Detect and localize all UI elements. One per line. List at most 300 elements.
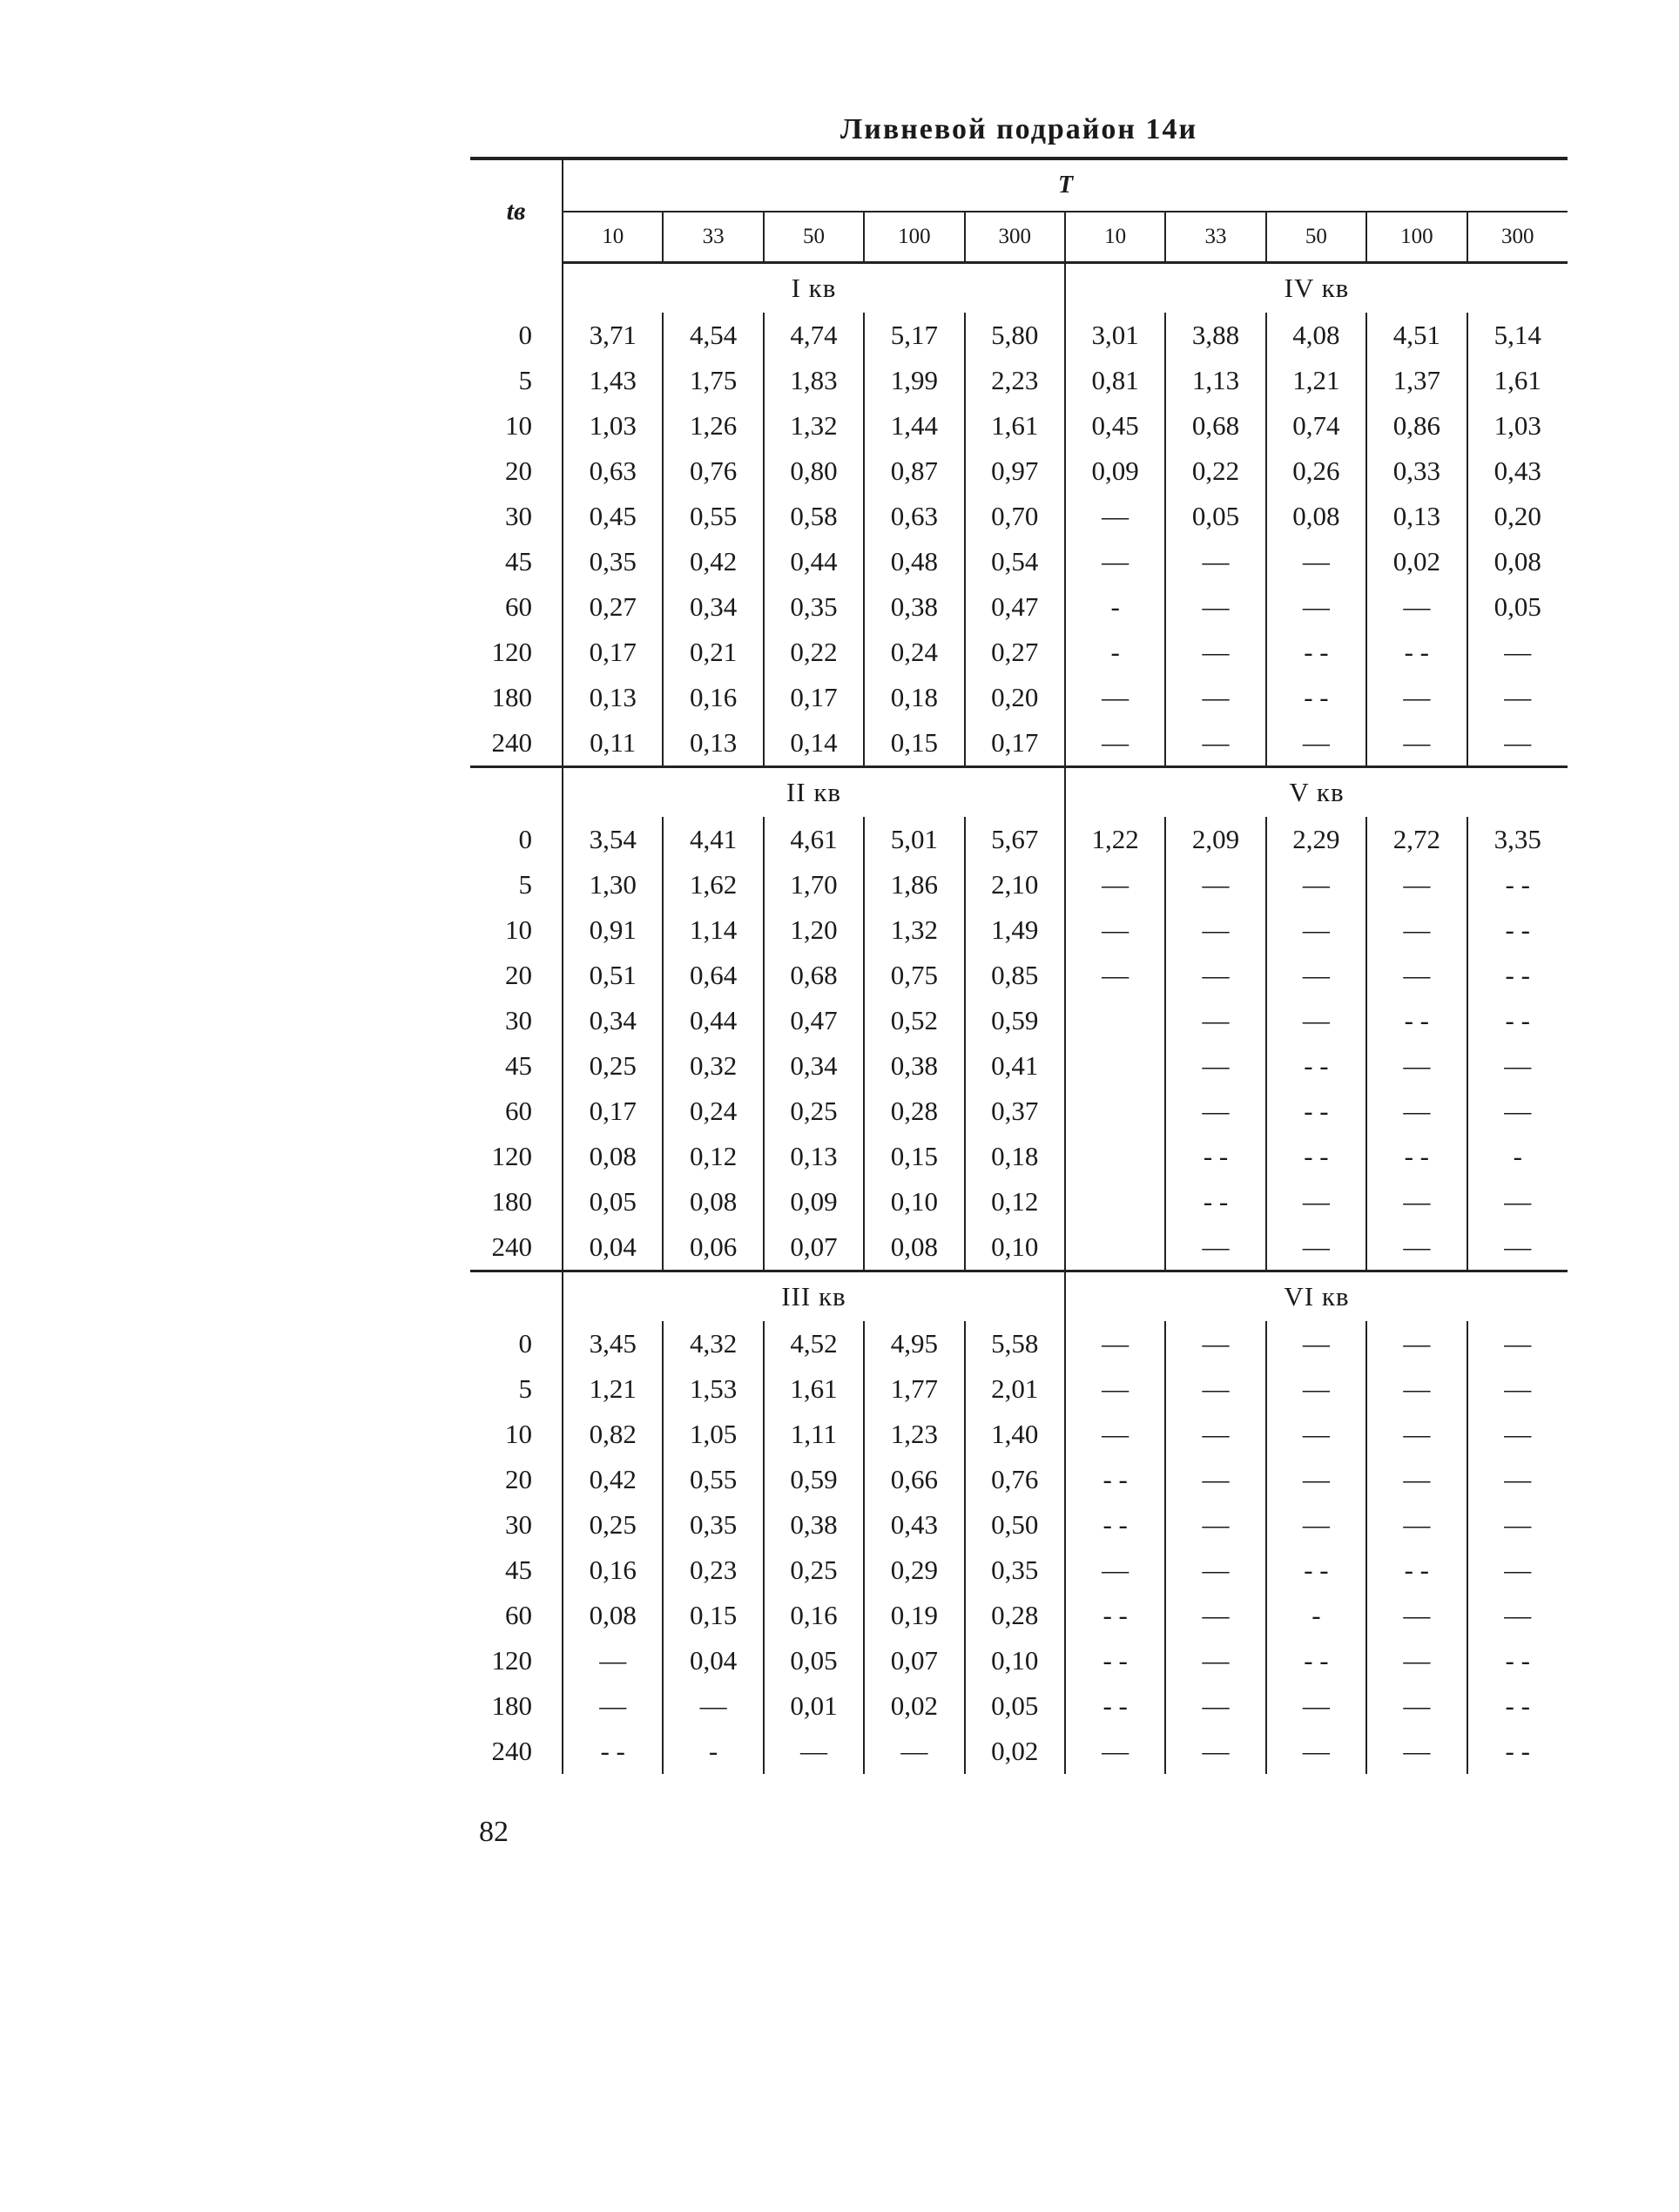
- table-row: [470, 720, 1568, 767]
- value-cell: 0,35: [563, 539, 663, 584]
- value-cell: 0,59: [764, 1457, 864, 1502]
- value-cell: 0,18: [965, 1134, 1065, 1179]
- value-cell: 1,37: [1366, 358, 1467, 403]
- value-cell: —: [1065, 1366, 1165, 1412]
- table-row: [470, 1593, 1568, 1638]
- value-cell: 0,16: [764, 1593, 864, 1638]
- value-cell: -: [1065, 630, 1165, 675]
- value-cell: 0,17: [764, 675, 864, 720]
- value-cell: —: [1366, 720, 1467, 767]
- value-cell: —: [1266, 1366, 1366, 1412]
- value-cell: 0,55: [663, 494, 763, 539]
- value-cell: 1,86: [864, 862, 964, 907]
- value-cell: —: [1065, 494, 1165, 539]
- value-cell: 0,10: [965, 1224, 1065, 1271]
- period-header-row: [470, 212, 1568, 263]
- value-cell: - -: [1505, 1005, 1530, 1035]
- value-cell: —: [1266, 1457, 1366, 1502]
- value-cell: 1,53: [663, 1366, 763, 1412]
- value-cell: 0,12: [663, 1134, 763, 1179]
- quarter-title-right: IV кв: [1065, 263, 1568, 314]
- value-cell: —: [663, 1683, 763, 1729]
- value-cell: —: [1165, 630, 1265, 675]
- value-cell: 0,41: [965, 1043, 1065, 1089]
- value-cell: 1,75: [663, 358, 763, 403]
- duration-cell: 120: [470, 1134, 563, 1179]
- value-cell: 0,38: [764, 1502, 864, 1548]
- value-cell: —: [1165, 584, 1265, 630]
- page-number: 82: [479, 1816, 509, 1848]
- value-cell: - -: [1065, 1683, 1165, 1729]
- value-cell: —: [1366, 862, 1467, 907]
- value-cell: 0,34: [563, 998, 663, 1043]
- value-cell: 1,83: [764, 358, 864, 403]
- value-cell: 0,34: [663, 584, 763, 630]
- quarter-title-left: I кв: [791, 273, 837, 303]
- value-cell: 5,58: [965, 1321, 1065, 1366]
- duration-cell: 30: [470, 494, 563, 539]
- value-cell: —: [1366, 584, 1467, 630]
- table-row: [470, 953, 1568, 998]
- value-cell: - -: [1366, 1548, 1467, 1593]
- value-cell: 1,49: [965, 907, 1065, 953]
- value-cell: —: [1266, 720, 1366, 767]
- value-cell: 0,47: [965, 584, 1065, 630]
- value-cell: —: [1504, 1464, 1532, 1494]
- value-cell: —: [1366, 1321, 1467, 1366]
- value-cell: 4,41: [663, 817, 763, 862]
- table-row: [470, 584, 1568, 630]
- period-header-cell: 33: [1165, 212, 1265, 263]
- value-cell: 1,44: [864, 403, 964, 448]
- value-cell: —: [1366, 1224, 1467, 1271]
- table-row: [470, 1089, 1568, 1134]
- value-cell: 0,25: [764, 1548, 864, 1593]
- table-row: [470, 907, 1568, 953]
- table-row: [470, 313, 1568, 358]
- value-cell: 1,61: [965, 403, 1065, 448]
- value-cell: —: [1266, 953, 1366, 998]
- table-row: [470, 1457, 1568, 1502]
- value-cell: 0,19: [864, 1593, 964, 1638]
- value-cell: 0,23: [663, 1548, 763, 1593]
- value-cell: —: [1165, 1683, 1265, 1729]
- value-cell: —: [1065, 907, 1165, 953]
- duration-cell: 120: [470, 1638, 563, 1683]
- value-cell: —: [1504, 1186, 1532, 1217]
- value-cell: 0,13: [1366, 494, 1467, 539]
- value-cell: 0,42: [663, 539, 763, 584]
- value-cell: —: [1504, 1050, 1532, 1081]
- value-cell: 0,28: [965, 1593, 1065, 1638]
- value-cell: 0,55: [663, 1457, 763, 1502]
- table-row: [470, 1179, 1568, 1224]
- value-cell: —: [1366, 675, 1467, 720]
- value-cell: —: [1165, 862, 1265, 907]
- duration-cell: 60: [470, 1089, 563, 1134]
- value-cell: - -: [1266, 1548, 1366, 1593]
- value-cell: —: [1266, 1729, 1366, 1774]
- duration-cell: 180: [470, 1683, 563, 1729]
- value-cell: 1,61: [1494, 365, 1541, 395]
- duration-cell: 0: [470, 1321, 563, 1366]
- value-cell: -: [1065, 584, 1165, 630]
- value-cell: 0,16: [563, 1548, 663, 1593]
- value-cell: —: [1165, 1593, 1265, 1638]
- table-row: [470, 1729, 1568, 1774]
- value-cell: 1,11: [764, 1412, 864, 1457]
- value-cell: 0,70: [965, 494, 1065, 539]
- value-cell: —: [764, 1729, 864, 1774]
- value-cell: —: [1065, 539, 1165, 584]
- value-cell: 0,08: [563, 1134, 663, 1179]
- value-cell: - -: [1266, 675, 1366, 720]
- duration-cell: 0: [470, 817, 563, 862]
- value-cell: —: [1366, 907, 1467, 953]
- value-cell: 0,13: [663, 720, 763, 767]
- value-cell: 4,54: [663, 313, 763, 358]
- value-cell: 0,38: [864, 1043, 964, 1089]
- duration-cell: 180: [470, 1179, 563, 1224]
- value-cell: 0,10: [965, 1638, 1065, 1683]
- duration-cell: 60: [470, 584, 563, 630]
- value-cell: 0,08: [1494, 546, 1541, 577]
- value-cell: 0,35: [965, 1548, 1065, 1593]
- value-cell: 0,86: [1366, 403, 1467, 448]
- value-cell: 0,07: [864, 1638, 964, 1683]
- value-cell: 0,05: [965, 1683, 1065, 1729]
- value-cell: - -: [1165, 1134, 1265, 1179]
- value-cell: —: [1366, 953, 1467, 998]
- section-title-row: [470, 1272, 1568, 1321]
- duration-cell: 45: [470, 539, 563, 584]
- table-row: [470, 403, 1568, 448]
- value-cell: —: [1165, 998, 1265, 1043]
- value-cell: [1065, 1089, 1165, 1134]
- value-cell: 3,71: [563, 313, 663, 358]
- duration-cell: 20: [470, 448, 563, 494]
- table-row: [470, 1683, 1568, 1729]
- value-cell: 0,66: [864, 1457, 964, 1502]
- value-cell: - -: [1065, 1502, 1165, 1548]
- period-header-cell: 33: [663, 212, 763, 263]
- value-cell: 0,25: [563, 1043, 663, 1089]
- value-cell: —: [1366, 1729, 1467, 1774]
- value-cell: 0,11: [563, 720, 663, 767]
- duration-cell: 45: [470, 1043, 563, 1089]
- value-cell: 0,48: [864, 539, 964, 584]
- value-cell: 0,09: [1065, 448, 1165, 494]
- value-cell: 0,20: [1494, 501, 1541, 531]
- value-cell: 0,52: [864, 998, 964, 1043]
- table-row: [470, 1638, 1568, 1683]
- value-cell: —: [1065, 862, 1165, 907]
- value-cell: —: [1504, 1096, 1532, 1126]
- value-cell: —: [1504, 1231, 1532, 1262]
- table-row: [470, 1224, 1568, 1271]
- value-cell: 1,22: [1065, 817, 1165, 862]
- value-cell: 0,05: [1165, 494, 1265, 539]
- value-cell: —: [1366, 1412, 1467, 1457]
- empty-cell: [470, 263, 563, 314]
- value-cell: - -: [1366, 630, 1467, 675]
- value-cell: 0,27: [965, 630, 1065, 675]
- value-cell: 0,63: [864, 494, 964, 539]
- table-row: [470, 630, 1568, 675]
- value-cell: 0,33: [1366, 448, 1467, 494]
- value-cell: 0,51: [563, 953, 663, 998]
- value-cell: 5,67: [965, 817, 1065, 862]
- value-cell: - -: [1165, 1179, 1265, 1224]
- value-cell: —: [1266, 1321, 1366, 1366]
- value-cell: —: [1504, 637, 1532, 667]
- value-cell: 0,97: [965, 448, 1065, 494]
- value-cell: 0,18: [864, 675, 964, 720]
- value-cell: 3,01: [1065, 313, 1165, 358]
- period-header-cell: 100: [864, 212, 964, 263]
- value-cell: 0,01: [764, 1683, 864, 1729]
- value-cell: 0,29: [864, 1548, 964, 1593]
- duration-cell: 30: [470, 998, 563, 1043]
- value-cell: 0,59: [965, 998, 1065, 1043]
- value-cell: —: [1065, 1548, 1165, 1593]
- value-cell: —: [1165, 1366, 1265, 1412]
- table-row: [470, 1321, 1568, 1366]
- value-cell: - -: [1505, 869, 1530, 900]
- quarter-title-right: VI кв: [1065, 1272, 1568, 1321]
- table-header: [470, 158, 1568, 263]
- page-title: Ливневой подрайон 14и: [840, 113, 1198, 145]
- value-cell: - -: [1505, 960, 1530, 990]
- value-cell: 0,08: [563, 1593, 663, 1638]
- value-cell: - -: [563, 1729, 663, 1774]
- duration-cell: 10: [470, 403, 563, 448]
- value-cell: —: [1165, 1729, 1265, 1774]
- value-cell: 0,44: [663, 998, 763, 1043]
- value-cell: - -: [1065, 1638, 1165, 1683]
- value-cell: —: [1266, 1683, 1366, 1729]
- value-cell: —: [1366, 1683, 1467, 1729]
- value-cell: 0,24: [663, 1089, 763, 1134]
- table-row: [470, 1043, 1568, 1089]
- value-cell: 1,03: [1494, 410, 1541, 441]
- value-cell: 0,42: [563, 1457, 663, 1502]
- duration-cell: 240: [470, 1224, 563, 1271]
- period-header-cell: 50: [1266, 212, 1366, 263]
- value-cell: 0,04: [663, 1638, 763, 1683]
- duration-cell: 240: [470, 1729, 563, 1774]
- value-cell: - -: [1266, 1043, 1366, 1089]
- value-cell: 3,54: [563, 817, 663, 862]
- value-cell: —: [1504, 682, 1532, 712]
- value-cell: 0,63: [563, 448, 663, 494]
- value-cell: 0,05: [764, 1638, 864, 1683]
- value-cell: 2,10: [965, 862, 1065, 907]
- value-cell: 1,21: [1266, 358, 1366, 403]
- value-cell: 0,25: [764, 1089, 864, 1134]
- value-cell: 1,61: [764, 1366, 864, 1412]
- value-cell: 0,27: [563, 584, 663, 630]
- value-cell: 2,01: [965, 1366, 1065, 1412]
- value-cell: 1,62: [663, 862, 763, 907]
- value-cell: —: [1065, 675, 1165, 720]
- value-cell: 3,45: [563, 1321, 663, 1366]
- value-cell: 4,32: [663, 1321, 763, 1366]
- table-row: [470, 1502, 1568, 1548]
- value-cell: 0,35: [764, 584, 864, 630]
- value-cell: 1,05: [663, 1412, 763, 1457]
- value-cell: - -: [1065, 1457, 1165, 1502]
- value-cell: —: [1504, 1419, 1532, 1449]
- value-cell: 1,26: [663, 403, 763, 448]
- value-cell: 5,01: [864, 817, 964, 862]
- duration-cell: 20: [470, 1457, 563, 1502]
- table-row: [470, 817, 1568, 862]
- quarter-title-left: III кв: [781, 1281, 846, 1312]
- value-cell: 0,14: [764, 720, 864, 767]
- duration-cell: 20: [470, 953, 563, 998]
- value-cell: 0,68: [764, 953, 864, 998]
- value-cell: 0,75: [864, 953, 964, 998]
- value-cell: 1,32: [864, 907, 964, 953]
- value-cell: 0,91: [563, 907, 663, 953]
- value-cell: -: [663, 1729, 763, 1774]
- value-cell: —: [1366, 1179, 1467, 1224]
- table-row: [470, 494, 1568, 539]
- value-cell: 0,17: [563, 630, 663, 675]
- value-cell: 0,76: [663, 448, 763, 494]
- duration-cell: 5: [470, 862, 563, 907]
- value-cell: 1,14: [663, 907, 763, 953]
- tv-column-header: tв: [470, 158, 563, 263]
- value-cell: —: [1165, 953, 1265, 998]
- value-cell: 4,51: [1366, 313, 1467, 358]
- value-cell: —: [1366, 1502, 1467, 1548]
- value-cell: —: [563, 1683, 663, 1729]
- value-cell: - -: [1266, 1638, 1366, 1683]
- empty-cell: [470, 768, 563, 817]
- value-cell: 0,02: [965, 1729, 1065, 1774]
- value-cell: 3,35: [1494, 824, 1541, 854]
- period-group-header: T: [563, 158, 1568, 212]
- value-cell: —: [563, 1638, 663, 1683]
- value-cell: 1,23: [864, 1412, 964, 1457]
- rainfall-table: [470, 157, 1568, 1774]
- value-cell: —: [1165, 539, 1265, 584]
- value-cell: 0,74: [1266, 403, 1366, 448]
- value-cell: —: [1504, 1373, 1532, 1404]
- period-header-cell: 50: [764, 212, 864, 263]
- value-cell: 1,32: [764, 403, 864, 448]
- value-cell: —: [1366, 1366, 1467, 1412]
- value-cell: 0,54: [965, 539, 1065, 584]
- value-cell: 0,50: [965, 1502, 1065, 1548]
- value-cell: 0,87: [864, 448, 964, 494]
- duration-cell: 5: [470, 358, 563, 403]
- value-cell: 0,37: [965, 1089, 1065, 1134]
- value-cell: 0,35: [663, 1502, 763, 1548]
- value-cell: - -: [1065, 1593, 1165, 1638]
- value-cell: 0,20: [965, 675, 1065, 720]
- value-cell: —: [1266, 1502, 1366, 1548]
- value-cell: 0,32: [663, 1043, 763, 1089]
- period-header-cell: 10: [1065, 212, 1165, 263]
- value-cell: 4,95: [864, 1321, 964, 1366]
- value-cell: - -: [1505, 914, 1530, 945]
- value-cell: —: [1266, 1224, 1366, 1271]
- value-cell: 0,85: [965, 953, 1065, 998]
- value-cell: —: [1065, 1321, 1165, 1366]
- value-cell: 0,81: [1065, 358, 1165, 403]
- value-cell: 4,61: [764, 817, 864, 862]
- value-cell: 2,09: [1165, 817, 1265, 862]
- value-cell: —: [1165, 1502, 1265, 1548]
- duration-cell: 10: [470, 1412, 563, 1457]
- value-cell: 0,28: [864, 1089, 964, 1134]
- value-cell: 0,34: [764, 1043, 864, 1089]
- value-cell: —: [1165, 1457, 1265, 1502]
- value-cell: —: [1266, 1179, 1366, 1224]
- duration-cell: 5: [470, 1366, 563, 1412]
- value-cell: 0,15: [864, 720, 964, 767]
- value-cell: —: [1165, 675, 1265, 720]
- value-cell: 1,70: [764, 862, 864, 907]
- value-cell: 0,12: [965, 1179, 1065, 1224]
- value-cell: —: [1065, 1729, 1165, 1774]
- value-cell: 0,10: [864, 1179, 964, 1224]
- empty-cell: [470, 1272, 563, 1321]
- value-cell: 0,02: [1366, 539, 1467, 584]
- value-cell: 1,99: [864, 358, 964, 403]
- duration-cell: 60: [470, 1593, 563, 1638]
- table-row: [470, 1412, 1568, 1457]
- value-cell: 1,20: [764, 907, 864, 953]
- value-cell: 0,15: [864, 1134, 964, 1179]
- value-cell: —: [1266, 998, 1366, 1043]
- value-cell: 0,02: [864, 1683, 964, 1729]
- value-cell: —: [1165, 1548, 1265, 1593]
- duration-cell: 10: [470, 907, 563, 953]
- value-cell: —: [1504, 1328, 1532, 1359]
- value-cell: 0,15: [663, 1593, 763, 1638]
- value-cell: 0,09: [764, 1179, 864, 1224]
- value-cell: 2,23: [965, 358, 1065, 403]
- value-cell: 0,45: [1065, 403, 1165, 448]
- value-cell: - -: [1266, 1089, 1366, 1134]
- value-cell: 0,43: [864, 1502, 964, 1548]
- value-cell: 0,04: [563, 1224, 663, 1271]
- value-cell: —: [1266, 584, 1366, 630]
- value-cell: 0,17: [563, 1089, 663, 1134]
- value-cell: 0,13: [764, 1134, 864, 1179]
- value-cell: 0,16: [663, 675, 763, 720]
- value-cell: —: [1504, 727, 1532, 758]
- value-cell: —: [1165, 1412, 1265, 1457]
- value-cell: —: [1065, 1412, 1165, 1457]
- table-row: [470, 998, 1568, 1043]
- table-row: [470, 862, 1568, 907]
- period-header-cell: 10: [563, 212, 663, 263]
- value-cell: 0,47: [764, 998, 864, 1043]
- duration-cell: 0: [470, 313, 563, 358]
- value-cell: 0,45: [563, 494, 663, 539]
- value-cell: 0,25: [563, 1502, 663, 1548]
- value-cell: 0,21: [663, 630, 763, 675]
- value-cell: 0,08: [1266, 494, 1366, 539]
- duration-cell: 240: [470, 720, 563, 767]
- value-cell: 4,74: [764, 313, 864, 358]
- value-cell: 0,24: [864, 630, 964, 675]
